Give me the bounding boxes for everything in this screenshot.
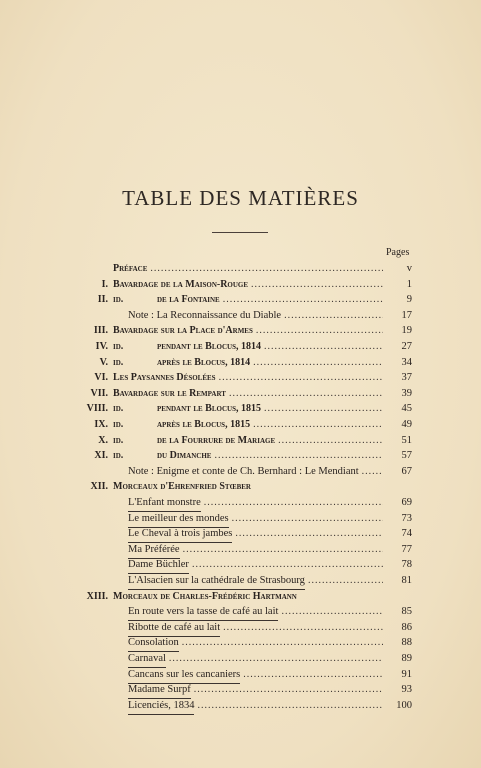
toc-leader-dots xyxy=(197,698,383,714)
toc-leader-dots xyxy=(183,542,383,558)
toc-row xyxy=(0,479,481,495)
toc-chapter-number: XI. xyxy=(94,450,108,462)
toc-page-number: 51 xyxy=(401,434,412,446)
toc-row xyxy=(0,495,481,511)
toc-row xyxy=(0,511,481,527)
toc-page-number: 100 xyxy=(396,699,412,711)
toc-entry-label: Ribotte de café au lait xyxy=(128,620,220,637)
toc-entry-label: Ma Préférée xyxy=(128,542,180,559)
toc-leader-dots xyxy=(204,495,383,511)
toc-row xyxy=(0,667,481,683)
toc-chapter-number: II. xyxy=(97,294,108,306)
toc-leader-dots xyxy=(192,557,383,573)
toc-chapter-number: V. xyxy=(99,356,108,368)
toc-page-number: 85 xyxy=(401,606,412,618)
toc-leader-dots xyxy=(223,620,383,636)
toc-row xyxy=(0,557,481,573)
toc-page-number: 69 xyxy=(401,497,412,508)
toc-page-number: 39 xyxy=(401,387,412,399)
pages-column-header: Pages xyxy=(386,247,410,258)
toc-page-number: 9 xyxy=(406,294,412,306)
toc-page-number: 57 xyxy=(401,450,412,462)
toc-chapter-number: I. xyxy=(101,278,108,290)
toc-chapter-number: VII. xyxy=(90,387,108,399)
toc-chapter-number: XIII. xyxy=(86,590,108,602)
toc-leader-dots xyxy=(281,604,383,620)
toc-leader-dots xyxy=(308,573,383,589)
toc-row xyxy=(0,526,481,542)
toc-entry-label: id. après le Blocus, 1815 xyxy=(113,419,251,430)
toc-page-number: v xyxy=(406,263,412,274)
toc-row xyxy=(0,604,481,620)
toc-entry-label: Bavardage sur la Place d'Armes xyxy=(113,325,253,337)
toc-leader-dots xyxy=(362,464,383,480)
toc-entry-label: Bavardage de la Maison-Rouge xyxy=(113,278,249,290)
toc-entry-label: id. du Dimanche xyxy=(113,450,212,462)
toc-row xyxy=(0,464,481,480)
toc-entry-label: id. de la Fourrure de Mariage xyxy=(113,434,276,446)
toc-entry-label: Note : La Reconnaissance du Diable xyxy=(128,309,282,321)
toc-page-number: 19 xyxy=(401,325,412,337)
toc-row xyxy=(0,417,481,433)
toc-page-number: 27 xyxy=(401,341,412,352)
toc-leader-dots xyxy=(253,417,383,433)
toc-page-number: 34 xyxy=(401,356,412,368)
toc-page-number: 91 xyxy=(401,668,412,680)
toc-entry-label: Préface xyxy=(113,263,148,274)
toc-page-number: 81 xyxy=(401,575,412,586)
toc-row xyxy=(0,635,481,651)
toc-page-number: 78 xyxy=(401,559,412,571)
toc-leader-dots xyxy=(232,511,383,527)
toc-row xyxy=(0,682,481,698)
toc-entry-label: Madame Surpf xyxy=(128,682,191,699)
toc-row xyxy=(0,620,481,636)
toc-leader-dots xyxy=(219,370,383,386)
toc-page-number: 74 xyxy=(401,528,412,540)
toc-leader-dots xyxy=(169,651,383,667)
toc-chapter-number: IX. xyxy=(94,419,108,430)
toc-leader-dots xyxy=(235,526,383,542)
toc-chapter-number: X. xyxy=(98,434,108,446)
toc-row xyxy=(0,698,481,714)
toc-row xyxy=(0,542,481,558)
toc-page-number: 67 xyxy=(401,465,412,477)
toc-row xyxy=(0,433,481,449)
toc-page-number: 93 xyxy=(401,684,412,696)
toc-row xyxy=(0,355,481,371)
toc-entry-label: id. pendant le Blocus, 1814 xyxy=(113,341,261,352)
toc-page-number: 49 xyxy=(401,419,412,430)
toc-entry-label: Consolation xyxy=(128,635,179,652)
toc-entry-label: Morceaux d'Ehrenfried Stœber xyxy=(113,481,251,493)
toc-page-number: 1 xyxy=(406,278,412,290)
toc-page-number: 89 xyxy=(401,653,412,664)
page-title: TABLE DES MATIÈRES xyxy=(122,186,359,210)
toc-entry-label: id. pendant le Blocus, 1815 xyxy=(113,403,261,415)
toc-page-number: 45 xyxy=(401,403,412,415)
toc-leader-dots xyxy=(243,667,383,683)
toc-leader-dots xyxy=(284,308,383,324)
toc-chapter-number: IV. xyxy=(95,341,108,352)
toc-entry-label: id. de la Fontaine xyxy=(113,294,220,306)
toc-row xyxy=(0,370,481,386)
toc-row xyxy=(0,323,481,339)
toc-row xyxy=(0,386,481,402)
toc-leader-dots xyxy=(253,355,383,371)
toc-row xyxy=(0,339,481,355)
toc-entry-label: Carnaval xyxy=(128,651,166,668)
toc-entry-label: Dame Büchler xyxy=(128,557,189,574)
toc-chapter-number: VIII. xyxy=(86,403,108,415)
toc-row xyxy=(0,573,481,589)
toc-leader-dots xyxy=(194,682,383,698)
toc-row xyxy=(0,308,481,324)
toc-entry-label: Le Cheval à trois jambes xyxy=(128,526,232,543)
toc-leader-dots xyxy=(278,433,383,449)
toc-row xyxy=(0,292,481,308)
toc-page-number: 77 xyxy=(401,543,412,555)
toc-leader-dots xyxy=(214,448,383,464)
toc-entry-label: Les Paysannes Désolées xyxy=(113,372,216,384)
toc-leader-dots xyxy=(223,292,383,308)
toc-entry-label: Le meilleur des mondes xyxy=(128,511,229,528)
toc-leader-dots xyxy=(229,386,383,402)
toc-page-number: 17 xyxy=(401,309,412,321)
toc-row xyxy=(0,651,481,667)
toc-leader-dots xyxy=(264,339,383,355)
toc-entry-label: Note : Enigme et conte de Ch. Bernhard : Le Mendiant xyxy=(128,465,359,477)
toc-page-number: 86 xyxy=(401,621,412,633)
toc-row xyxy=(0,277,481,293)
toc-entry-label: id. après le Blocus, 1814 xyxy=(113,356,251,368)
toc-entry-label: Licenciés, 1834 xyxy=(128,698,194,715)
toc-row xyxy=(0,401,481,417)
toc-entry-label: L'Alsacien sur la cathédrale de Strasbourg xyxy=(128,573,305,590)
toc-page-number: 73 xyxy=(401,512,412,524)
toc-entry-label: Bavardage sur le Rempart xyxy=(113,387,226,399)
toc-entry-label: L'Enfant monstre xyxy=(128,495,201,512)
toc-leader-dots xyxy=(256,323,383,339)
toc-chapter-number: III. xyxy=(93,325,108,337)
toc-leader-dots xyxy=(251,277,383,293)
title-rule xyxy=(212,232,268,233)
toc-leader-dots xyxy=(182,635,383,651)
toc-page-number: 88 xyxy=(401,637,412,649)
toc-chapter-number: VI. xyxy=(94,372,108,384)
toc-entry-label: Morceaux de Charles-Frédéric Hartmann xyxy=(113,590,297,602)
toc-page-number: 37 xyxy=(401,372,412,384)
toc-entry-label: En route vers la tasse de café au lait xyxy=(128,604,278,621)
toc-entry-label: Cancans sur les cancaniers xyxy=(128,667,240,684)
toc-leader-dots xyxy=(264,401,383,417)
toc-row xyxy=(0,448,481,464)
toc-chapter-number: XII. xyxy=(90,481,108,493)
toc-row xyxy=(0,589,481,605)
toc-leader-dots xyxy=(150,261,383,277)
toc-row xyxy=(0,261,481,277)
